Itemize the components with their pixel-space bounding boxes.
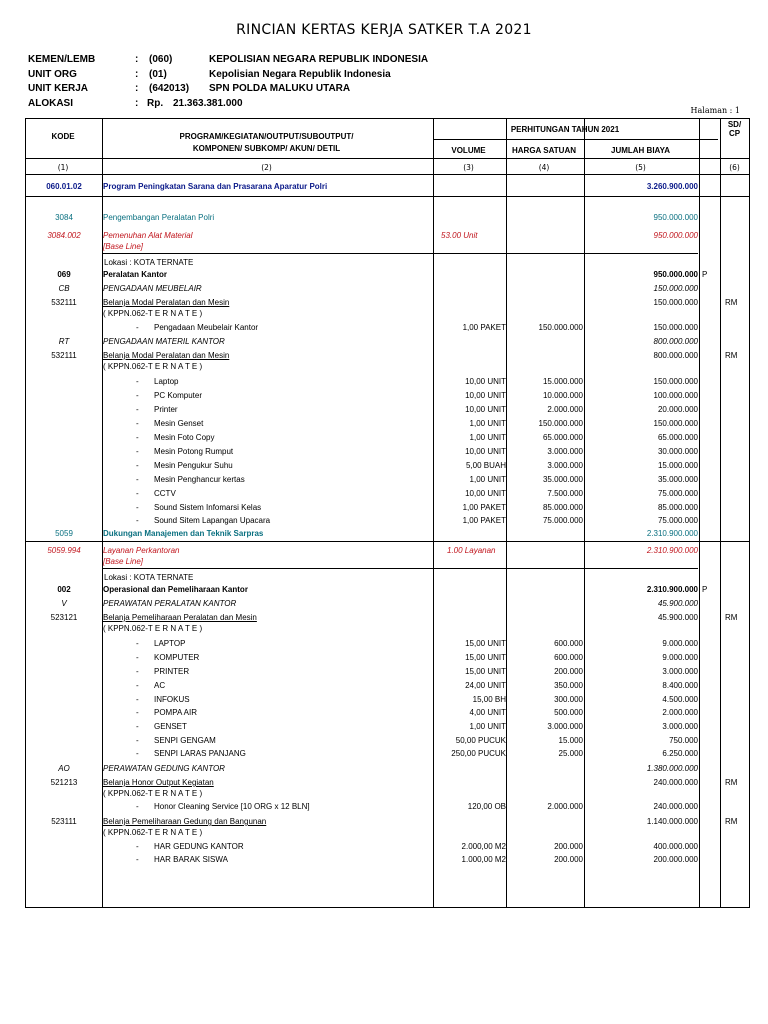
header-code: (060) bbox=[149, 54, 173, 65]
row-volume: 5,00 BUAH bbox=[465, 461, 506, 470]
row-dash: - bbox=[136, 736, 139, 745]
column-divider bbox=[433, 119, 434, 907]
row-dash: - bbox=[136, 405, 139, 414]
row-harga: 600.000 bbox=[554, 639, 583, 648]
column-divider bbox=[720, 119, 721, 907]
row-jumlah: 1.380.000.000 bbox=[646, 764, 698, 773]
row-kode: 532111 bbox=[51, 298, 77, 307]
row-kode: 521213 bbox=[50, 778, 78, 787]
column-divider bbox=[506, 119, 507, 907]
row-jumlah: 9.000.000 bbox=[662, 639, 698, 648]
row-volume: 2.000,00 M2 bbox=[461, 842, 506, 851]
row-harga: 500.000 bbox=[554, 708, 583, 717]
row-description: Lokasi : KOTA TERNATE bbox=[104, 573, 194, 582]
row-volume: 1,00 PAKET bbox=[462, 323, 506, 332]
column-number: (1) bbox=[57, 163, 69, 172]
row-volume: 10,00 UNIT bbox=[465, 391, 506, 400]
row-jumlah: 45.900.000 bbox=[657, 599, 698, 608]
row-dash: - bbox=[136, 708, 139, 717]
row-jumlah: 15.000.000 bbox=[657, 461, 698, 470]
row-description: Belanja Modal Peralatan dan Mesin bbox=[103, 298, 230, 307]
row-harga: 200.000 bbox=[554, 667, 583, 676]
row-dash: - bbox=[136, 503, 139, 512]
column-divider bbox=[699, 119, 700, 907]
row-kode: RT bbox=[58, 337, 70, 346]
row-description: ( KPPN.062-T E R N A T E ) bbox=[103, 789, 203, 798]
header-label: ALOKASI bbox=[28, 97, 73, 109]
row-volume: 4,00 UNIT bbox=[469, 708, 506, 717]
row-volume: 15,00 BH bbox=[472, 695, 506, 704]
row-description: KOMPUTER bbox=[154, 653, 200, 662]
row-description: Program Peningkatan Sarana dan Prasarana Aparatur Polri bbox=[103, 182, 328, 191]
row-description: Belanja Pemeliharaan Peralatan dan Mesin bbox=[103, 613, 257, 622]
row-description: Layanan Perkantoran bbox=[103, 546, 180, 555]
row-harga: 75.000.000 bbox=[542, 516, 583, 525]
row-sumber-dana: RM bbox=[725, 778, 738, 787]
row-description: GENSET bbox=[154, 722, 187, 731]
row-description: Belanja Honor Output Kegiatan bbox=[103, 778, 214, 787]
row-description: PRINTER bbox=[154, 667, 190, 676]
row-jumlah: 35.000.000 bbox=[657, 475, 698, 484]
row-harga: 3.000.000 bbox=[547, 722, 583, 731]
row-dash: - bbox=[136, 653, 139, 662]
program-underline bbox=[25, 196, 750, 197]
row-harga: 150.000.000 bbox=[538, 323, 583, 332]
row-jumlah: 3.000.000 bbox=[662, 667, 698, 676]
row-dash: - bbox=[136, 842, 139, 851]
row-description: Dukungan Manajemen dan Teknik Sarpras bbox=[103, 529, 264, 538]
row-description: SENPI LARAS PANJANG bbox=[154, 749, 246, 758]
row-description-line2: [Base Line] bbox=[103, 557, 144, 566]
row-jumlah: 240.000.000 bbox=[653, 778, 698, 787]
row-volume: 250,00 PUCUK bbox=[451, 749, 506, 758]
header-label: UNIT ORG bbox=[28, 68, 77, 80]
row-sumber-dana: RM bbox=[725, 351, 738, 360]
row-dash: - bbox=[136, 433, 139, 442]
row-description: ( KPPN.062-T E R N A T E ) bbox=[103, 624, 203, 633]
row-volume: 15,00 UNIT bbox=[465, 653, 506, 662]
column-header-sdcp-line2: CP bbox=[728, 129, 741, 138]
row-description: SENPI GENGAM bbox=[154, 736, 216, 745]
row-description: Honor Cleaning Service [10 ORG x 12 BLN] bbox=[154, 802, 310, 811]
column-header-perhitungan: PERHITUNGAN TAHUN 2021 bbox=[510, 125, 620, 134]
row-jumlah: 30.000.000 bbox=[657, 447, 698, 456]
row-jumlah: 75.000.000 bbox=[657, 489, 698, 498]
row-description: Printer bbox=[154, 405, 178, 414]
row-volume: 1,00 PAKET bbox=[462, 516, 506, 525]
row-harga: 2.000.000 bbox=[547, 802, 583, 811]
row-jumlah: 150.000.000 bbox=[653, 377, 698, 386]
row-kode: 5059 bbox=[55, 529, 73, 538]
row-description: PC Komputer bbox=[154, 391, 203, 400]
row-description: ( KPPN.062-T E R N A T E ) bbox=[103, 362, 203, 371]
column-number: (3) bbox=[463, 163, 474, 172]
document-title: RINCIAN KERTAS KERJA SATKER T.A 2021 bbox=[236, 22, 532, 38]
row-description: Laptop bbox=[154, 377, 179, 386]
row-dash: - bbox=[136, 681, 139, 690]
row-dash: - bbox=[136, 802, 139, 811]
row-jumlah: 2.310.900.000 bbox=[646, 529, 698, 538]
row-description: HAR GEDUNG KANTOR bbox=[154, 842, 244, 851]
row-volume: 53.00 Unit bbox=[441, 231, 478, 240]
row-jumlah: 150.000.000 bbox=[653, 298, 698, 307]
row-jumlah: 200.000.000 bbox=[653, 855, 698, 864]
row-description: Belanja Pemeliharaan Gedung dan Bangunan bbox=[103, 817, 267, 826]
row-volume: 24,00 UNIT bbox=[465, 681, 506, 690]
row-description: Sound Sistem Infomarsi Kelas bbox=[154, 503, 262, 512]
row-description: PERAWATAN GEDUNG KANTOR bbox=[103, 764, 225, 773]
column-header-jumlah: JUMLAH BIAYA bbox=[611, 146, 670, 155]
row-jumlah: 65.000.000 bbox=[657, 433, 698, 442]
row-dash: - bbox=[136, 516, 139, 525]
row-jumlah: 8.400.000 bbox=[662, 681, 698, 690]
row-harga: 85.000.000 bbox=[542, 503, 583, 512]
column-header-sdcp: SD/ bbox=[727, 120, 742, 129]
row-divider bbox=[433, 139, 718, 140]
row-jumlah: 750.000 bbox=[669, 736, 698, 745]
row-volume: 1,00 UNIT bbox=[469, 433, 506, 442]
header-colon: : bbox=[135, 54, 139, 65]
column-header-program: PROGRAM/KEGIATAN/OUTPUT/SUBOUTPUT/ bbox=[179, 132, 354, 141]
column-header-program-line2: KOMPONEN/ SUBKOMP/ AKUN/ DETIL bbox=[192, 144, 341, 153]
row-description: Pengadaan Meubelair Kantor bbox=[154, 323, 259, 332]
row-description: ( KPPN.062-T E R N A T E ) bbox=[103, 828, 203, 837]
row-description: CCTV bbox=[154, 489, 176, 498]
row-description: Pengembangan Peralatan Polri bbox=[103, 213, 215, 222]
row-description: PENGADAAN MEUBELAIR bbox=[103, 284, 202, 293]
row-kode: AO bbox=[58, 764, 70, 773]
row-harga: 15.000.000 bbox=[542, 377, 583, 386]
header-colon: : bbox=[135, 83, 139, 94]
row-description: Sound Sitem Lapangan Upacara bbox=[154, 516, 271, 525]
row-kode: V bbox=[61, 599, 67, 608]
row-volume: 1,00 PAKET bbox=[462, 503, 506, 512]
row-p-flag: P bbox=[702, 585, 708, 594]
row-kode: 3084.002 bbox=[47, 231, 81, 240]
row-harga: 15.000 bbox=[558, 736, 583, 745]
row-jumlah: 4.500.000 bbox=[662, 695, 698, 704]
row-dash: - bbox=[136, 447, 139, 456]
column-number: (6) bbox=[729, 163, 740, 172]
row-kode: 069 bbox=[57, 270, 71, 279]
row-volume: 10,00 UNIT bbox=[465, 405, 506, 414]
header-colon: : bbox=[135, 68, 139, 80]
column-number: (2) bbox=[261, 163, 272, 172]
row-kode: 5059.994 bbox=[47, 546, 81, 555]
row-divider bbox=[26, 174, 749, 175]
row-sumber-dana: RM bbox=[725, 298, 738, 307]
row-description: Operasional dan Pemeliharaan Kantor bbox=[103, 585, 248, 594]
column-header-kode: KODE bbox=[51, 132, 75, 141]
row-dash: - bbox=[136, 639, 139, 648]
row-dash: - bbox=[136, 722, 139, 731]
row-sumber-dana: RM bbox=[725, 613, 738, 622]
row-description: Mesin Potong Rumput bbox=[154, 447, 234, 456]
row-dash: - bbox=[136, 667, 139, 676]
row-description: LAPTOP bbox=[154, 639, 186, 648]
row-description: PENGADAAN MATERIL KANTOR bbox=[103, 337, 225, 346]
row-jumlah: 150.000.000 bbox=[653, 284, 698, 293]
row-jumlah: 2.000.000 bbox=[662, 708, 698, 717]
kegiatan-underline bbox=[25, 541, 750, 542]
row-volume: 1,00 UNIT bbox=[469, 419, 506, 428]
column-header-harga: HARGA SATUAN bbox=[512, 146, 576, 155]
row-jumlah: 800.000.000 bbox=[653, 337, 698, 346]
row-volume: 15,00 UNIT bbox=[465, 667, 506, 676]
row-kode: 532111 bbox=[51, 351, 77, 360]
row-harga: 7.500.000 bbox=[547, 489, 583, 498]
row-description-line2: [Base Line] bbox=[103, 242, 144, 251]
row-volume: 1,00 UNIT bbox=[469, 475, 506, 484]
row-jumlah: 85.000.000 bbox=[657, 503, 698, 512]
row-kode: 002 bbox=[57, 585, 71, 594]
output-underline bbox=[103, 568, 698, 569]
row-harga: 200.000 bbox=[554, 842, 583, 851]
row-jumlah: 950.000.000 bbox=[653, 213, 698, 222]
row-description: Pemenuhan Alat Material bbox=[103, 231, 193, 240]
header-label: UNIT KERJA bbox=[28, 83, 89, 94]
row-jumlah: 150.000.000 bbox=[653, 419, 698, 428]
row-jumlah: 9.000.000 bbox=[662, 653, 698, 662]
header-value: 21.363.381.000 bbox=[173, 97, 243, 109]
row-jumlah: 2.310.900.000 bbox=[646, 585, 698, 594]
row-kode: 523121 bbox=[50, 613, 78, 622]
row-jumlah: 240.000.000 bbox=[653, 802, 698, 811]
row-jumlah: 1.140.000.000 bbox=[646, 817, 698, 826]
row-jumlah: 20.000.000 bbox=[657, 405, 698, 414]
row-description: Mesin Genset bbox=[154, 419, 204, 428]
row-dash: - bbox=[136, 855, 139, 864]
row-jumlah: 950.000.000 bbox=[653, 231, 698, 240]
header-code: Rp. bbox=[147, 97, 164, 109]
output-underline bbox=[103, 253, 698, 254]
row-description: INFOKUS bbox=[154, 695, 190, 704]
header-colon: : bbox=[135, 97, 139, 109]
row-jumlah: 3.260.900.000 bbox=[646, 182, 698, 191]
column-header-volume: VOLUME bbox=[451, 146, 486, 155]
row-harga: 3.000.000 bbox=[547, 447, 583, 456]
row-harga: 150.000.000 bbox=[538, 419, 583, 428]
row-divider bbox=[26, 158, 749, 159]
page-number: Halaman : 1 bbox=[690, 106, 740, 115]
row-volume: 10,00 UNIT bbox=[465, 447, 506, 456]
row-volume: 1,00 UNIT bbox=[469, 722, 506, 731]
row-description: AC bbox=[154, 681, 166, 690]
row-harga: 200.000 bbox=[554, 855, 583, 864]
row-dash: - bbox=[136, 695, 139, 704]
row-harga: 3.000.000 bbox=[547, 461, 583, 470]
row-dash: - bbox=[136, 419, 139, 428]
row-p-flag: P bbox=[702, 270, 708, 279]
row-description: Belanja Modal Peralatan dan Mesin bbox=[103, 351, 230, 360]
row-jumlah: 2.310.900.000 bbox=[646, 546, 698, 555]
row-description: POMPA AIR bbox=[154, 708, 197, 717]
header-value: Kepolisian Negara Republik Indonesia bbox=[209, 68, 391, 80]
row-sumber-dana: RM bbox=[725, 817, 738, 826]
row-harga: 10.000.000 bbox=[542, 391, 583, 400]
row-description: Peralatan Kantor bbox=[103, 270, 168, 279]
column-number: (5) bbox=[635, 163, 646, 172]
header-code: (642013) bbox=[149, 83, 190, 94]
row-dash: - bbox=[136, 475, 139, 484]
row-harga: 600.000 bbox=[554, 653, 583, 662]
row-harga: 65.000.000 bbox=[542, 433, 583, 442]
row-volume: 10,00 UNIT bbox=[465, 377, 506, 386]
row-volume: 1.000,00 M2 bbox=[461, 855, 506, 864]
row-jumlah: 150.000.000 bbox=[653, 323, 698, 332]
row-volume: 1.00 Layanan bbox=[447, 546, 496, 555]
row-dash: - bbox=[136, 749, 139, 758]
header-label: KEMEN/LEMB bbox=[28, 54, 96, 65]
row-volume: 10,00 UNIT bbox=[465, 489, 506, 498]
row-jumlah: 45.900.000 bbox=[657, 613, 698, 622]
row-description: Mesin Penghancur kertas bbox=[154, 475, 245, 484]
row-kode: 523111 bbox=[51, 817, 77, 826]
row-description: Mesin Pengukur Suhu bbox=[154, 461, 233, 470]
row-description: PERAWATAN PERALATAN KANTOR bbox=[103, 599, 237, 608]
row-description: Lokasi : KOTA TERNATE bbox=[104, 258, 194, 267]
row-volume: 50,00 PUCUK bbox=[455, 736, 506, 745]
row-jumlah: 100.000.000 bbox=[653, 391, 698, 400]
row-jumlah: 400.000.000 bbox=[653, 842, 698, 851]
row-jumlah: 800.000.000 bbox=[653, 351, 698, 360]
row-jumlah: 75.000.000 bbox=[657, 516, 698, 525]
header-value: KEPOLISIAN NEGARA REPUBLIK INDONESIA bbox=[209, 54, 429, 65]
column-number: (4) bbox=[538, 163, 550, 172]
row-kode: CB bbox=[58, 284, 70, 293]
row-harga: 300.000 bbox=[554, 695, 583, 704]
row-harga: 25.000 bbox=[558, 749, 583, 758]
row-dash: - bbox=[136, 323, 139, 332]
row-dash: - bbox=[136, 461, 139, 470]
row-jumlah: 950.000.000 bbox=[653, 270, 698, 279]
row-harga: 2.000.000 bbox=[547, 405, 583, 414]
row-dash: - bbox=[136, 489, 139, 498]
row-volume: 15,00 UNIT bbox=[465, 639, 506, 648]
row-kode: 060.01.02 bbox=[46, 182, 82, 191]
row-jumlah: 6.250.000 bbox=[662, 749, 698, 758]
row-description: ( KPPN.062-T E R N A T E ) bbox=[103, 309, 203, 318]
row-kode: 3084 bbox=[55, 213, 73, 222]
header-code: (01) bbox=[149, 68, 167, 80]
row-description: Mesin Foto Copy bbox=[154, 433, 215, 442]
row-dash: - bbox=[136, 377, 139, 386]
row-jumlah: 3.000.000 bbox=[662, 722, 698, 731]
row-description: HAR BARAK SISWA bbox=[154, 855, 228, 864]
row-harga: 350.000 bbox=[554, 681, 583, 690]
header-value: SPN POLDA MALUKU UTARA bbox=[209, 83, 351, 94]
row-volume: 120,00 OB bbox=[467, 802, 506, 811]
row-harga: 35.000.000 bbox=[542, 475, 583, 484]
row-dash: - bbox=[136, 391, 139, 400]
